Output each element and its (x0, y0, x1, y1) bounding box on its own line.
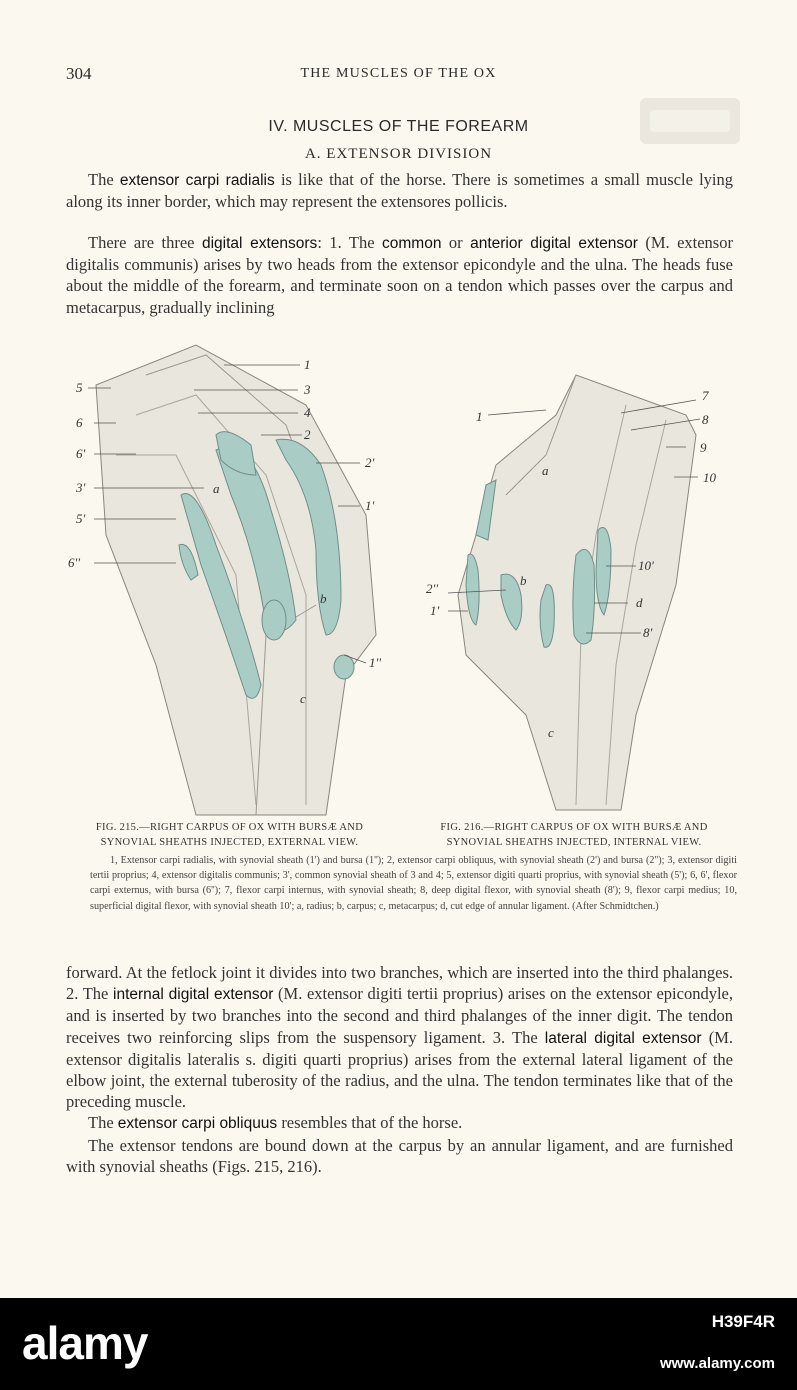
alamy-logo: alamy (22, 1317, 148, 1369)
label-c: c (548, 725, 554, 740)
label-10: 10 (703, 470, 716, 485)
label-2-double-prime: 2'' (426, 581, 439, 596)
label-b: b (320, 591, 327, 606)
label-6-double-prime: 6'' (68, 555, 81, 570)
label-8-prime: 8' (643, 625, 653, 640)
label-3-prime: 3' (76, 480, 86, 495)
page-number: 304 (66, 64, 92, 83)
anatomical-figure (68, 335, 746, 817)
label-c: c (300, 691, 306, 706)
label-3: 3 (304, 382, 311, 397)
figure-215-caption: FIG. 215.—RIGHT CARPUS OF OX WITH BURSÆ AND SYNOVIAL SHEATHS INJECTED, EXTERNAL VIEW. (95, 822, 364, 848)
label-9: 9 (700, 440, 707, 455)
label-1: 1 (304, 357, 311, 372)
label-a: a (542, 463, 549, 478)
right-carpus-illustration (448, 375, 700, 810)
label-a: a (213, 481, 220, 496)
section-title: IV. MUSCLES OF THE FOREARM (268, 118, 529, 135)
label-10-prime: 10' (638, 558, 654, 573)
left-carpus-illustration (88, 345, 376, 815)
subsection-title: A. EXTENSOR DIVISION (304, 146, 493, 162)
label-1-double-prime: 1'' (369, 655, 382, 670)
figure-216-caption: FIG. 216.—RIGHT CARPUS OF OX WITH BURSÆ AND SYNOVIAL SHEATHS INJECTED, INTERNAL VIEW. (440, 822, 708, 848)
label-7: 7 (702, 388, 709, 403)
figure-legend: 1, Extensor carpi radialis, with synovial sheath (1') and bursa (1''); 2, extensor carpi obliquus, with synovial sheath (2') and bursa (2''); 3, extensor digiti tertii proprius; 4, extensor digitalis communis; 3', common synovial sheath of 3 and 4; 5, extensor digiti quarti proprius, with synovial sheath (5'); 6, 6', flexor carpi externus, with bursa (6''); 7, flexor carpi internus, with synovial sheath; 8, deep digital flexor, with synovial sheath (8'); 9, flexor carpi medius; 10, superficial digital flexor, with synovial sheath 10'; a, radius; b, carpus; c, metacarpus; d, cut edge of annular ligament. (After Schmidtchen.) (90, 855, 737, 912)
label-b: b (520, 573, 527, 588)
label-6-prime: 6' (76, 446, 86, 461)
paragraph-extensor-carpi-radialis: The extensor carpi radialis is like that of the horse. There is sometimes a small muscle lying along its inner border, which may represent the extensores pollicis. (66, 170, 734, 212)
label-5-prime: 5' (76, 511, 86, 526)
label-1-prime: 1' (365, 498, 375, 513)
label-1: 1 (476, 409, 483, 424)
image-id: H39F4R (711, 1312, 775, 1331)
label-1-prime: 1' (430, 603, 440, 618)
label-5: 5 (76, 380, 83, 395)
paragraph-internal-lateral-extensors: forward. At the fetlock joint it divides into two branches, which are inserted into the third phalanges. 2. The internal digital extensor (M. extensor digiti tertii proprius) arises on the extensor epicondyle, and is inserted by two branches into the second and third phalanges of the inner digit. The tendon receives two reinforcing slips from the suspensory ligament. 3. The lateral digital extensor (M. extensor digitalis lateralis s. digiti quarti proprius) arises from the external lateral ligament of the elbow joint, the external tuberosity of the radius, and the ulna. The tendon terminates like that of the preceding muscle. The extensor carpi obliquus resembles that of the horse. The extensor tendons are bound down at the carpus by an annular ligament, and are furnished with synovial sheaths (Figs. 215, 216). (66, 963, 733, 1176)
paragraph-digital-extensors: There are three digital extensors: 1. The common or anterior digital extensor (M. extensor digitalis communis) arises by two heads from the extensor epicondyle and the ulna. The heads fuse about the middle of the forearm, and terminate soon on a tendon which passes over the carpus and metacarpus, gradually inclining (66, 233, 733, 317)
label-d: d (636, 595, 643, 610)
label-2: 2 (304, 427, 311, 442)
label-4: 4 (304, 405, 311, 420)
label-6: 6 (76, 415, 83, 430)
site-url: www.alamy.com (659, 1355, 775, 1372)
label-8: 8 (702, 412, 709, 427)
label-2-prime: 2' (365, 455, 375, 470)
running-head: THE MUSCLES OF THE OX (300, 66, 497, 81)
